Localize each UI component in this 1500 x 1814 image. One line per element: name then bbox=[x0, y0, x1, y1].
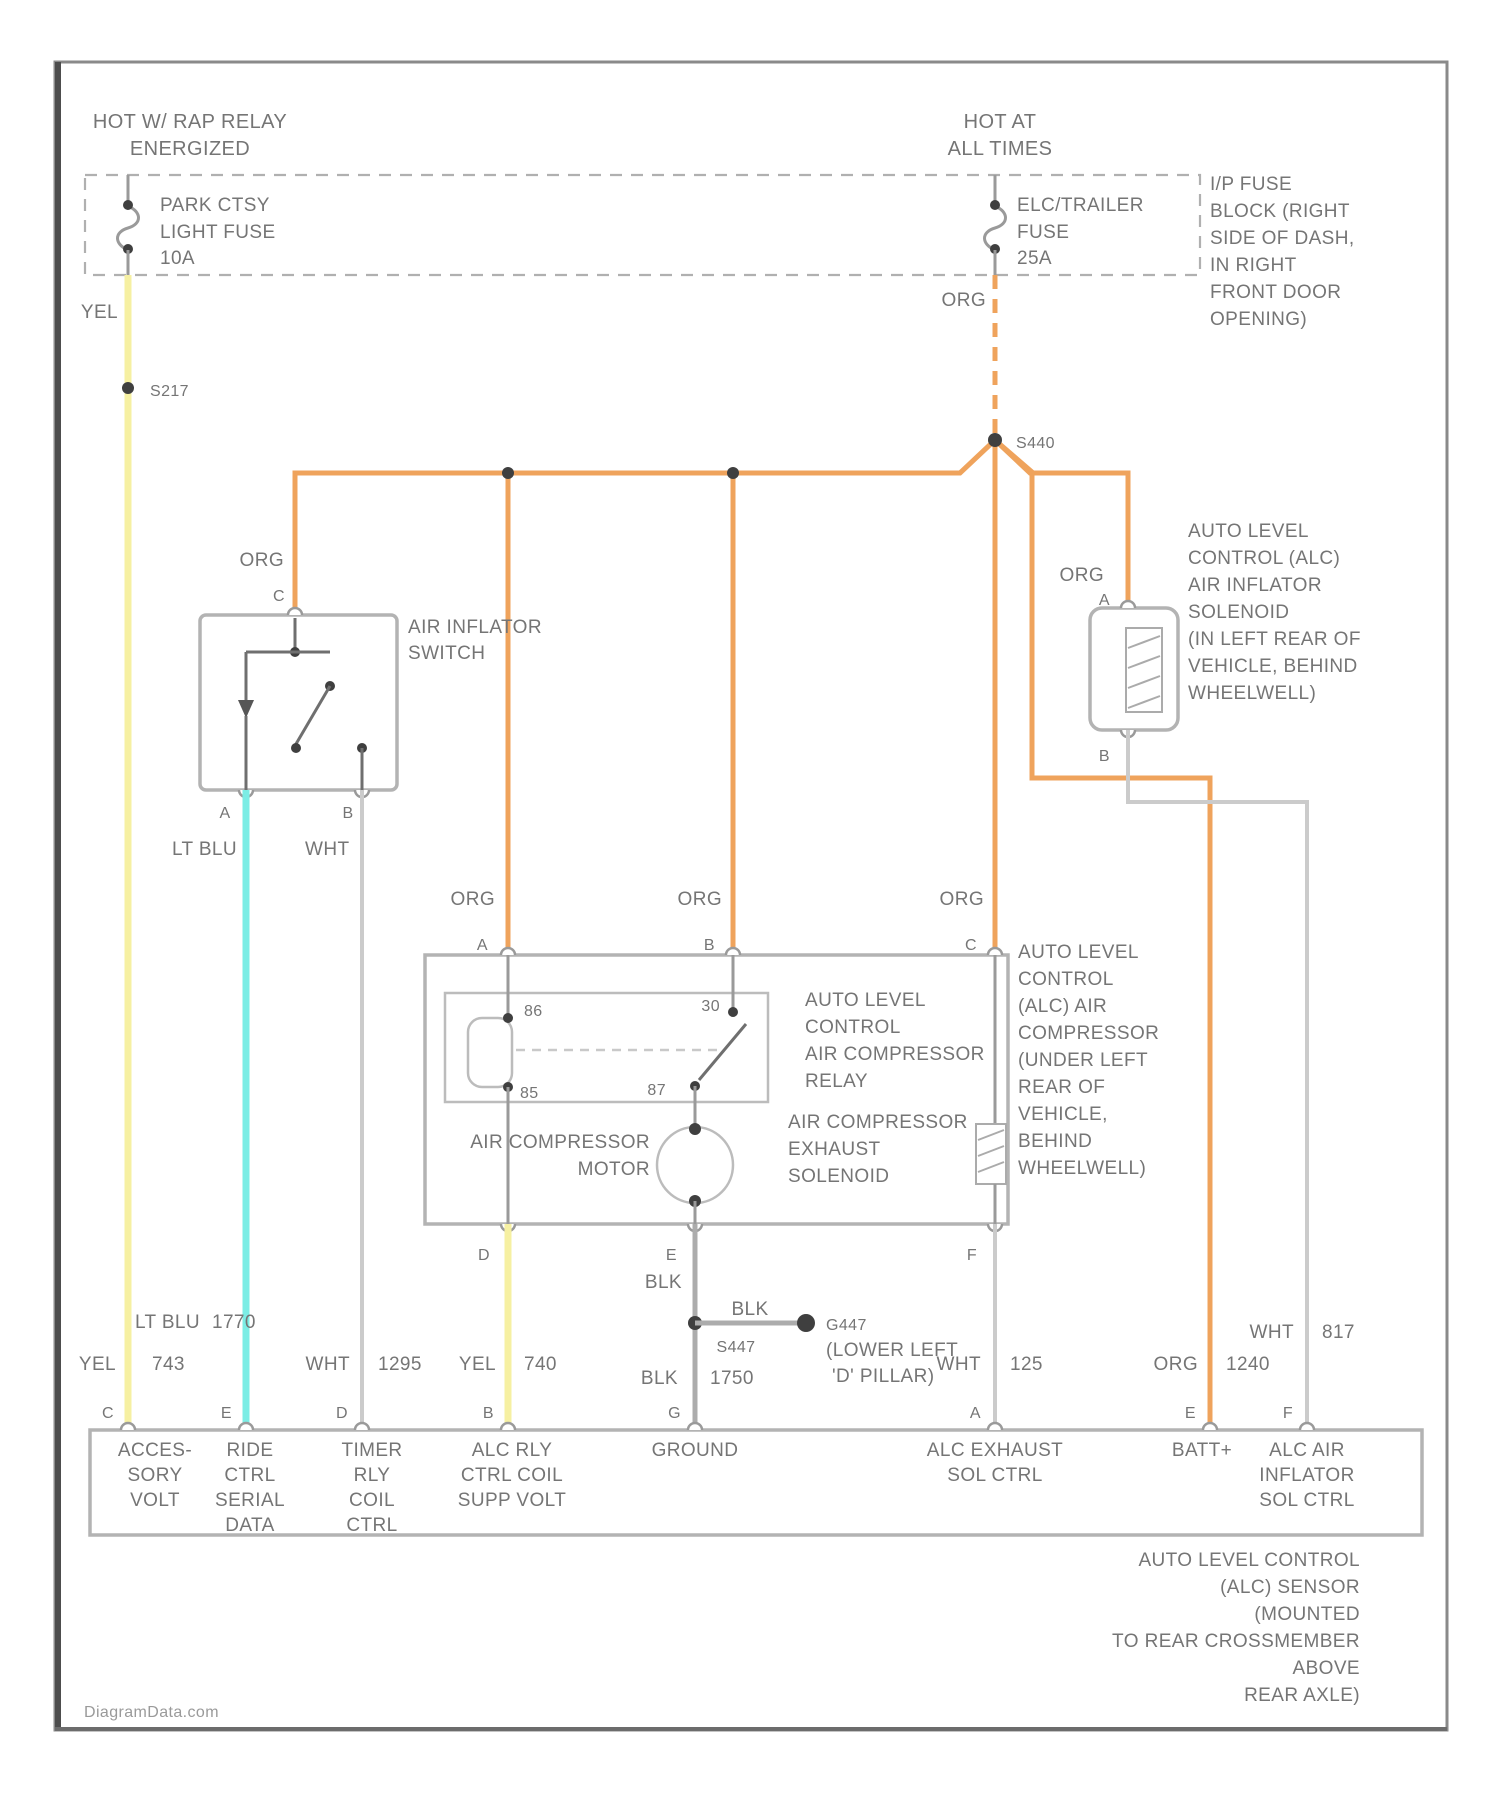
pin2-label-2: CTRL bbox=[224, 1465, 276, 1486]
pin1-letter: C bbox=[102, 1405, 114, 1422]
alc-compressor-relay bbox=[445, 955, 985, 1224]
pin2-label-4: DATA bbox=[225, 1515, 275, 1536]
sensor-note-line4: TO REAR CROSSMEMBER bbox=[1112, 1631, 1360, 1652]
switch-name-line1: AIR INFLATOR bbox=[408, 617, 542, 638]
splice-label-s440: S440 bbox=[1016, 435, 1055, 452]
park-ctsy-fuse bbox=[118, 175, 276, 275]
pin8-letter: F bbox=[1282, 1405, 1293, 1422]
fuse-block-location-line1: I/P FUSE bbox=[1210, 174, 1293, 195]
solenoid-name-line4: SOLENOID bbox=[1188, 602, 1290, 623]
switch-name-line2: SWITCH bbox=[408, 643, 486, 664]
pin2-wire: LT BLU bbox=[134, 1312, 200, 1333]
relay-terminal-30: 30 bbox=[701, 998, 720, 1015]
pin7-ckt: 1240 bbox=[1226, 1354, 1270, 1375]
ground-branch bbox=[641, 1224, 958, 1430]
sensor-note-line5: ABOVE bbox=[1292, 1658, 1360, 1679]
sensor-note-line2: (ALC) SENSOR bbox=[1220, 1577, 1360, 1598]
pin3-label-2: RLY bbox=[353, 1465, 391, 1486]
solenoid-wire-org-label: ORG bbox=[1059, 565, 1104, 586]
alc-compressor-assembly bbox=[425, 889, 1159, 1264]
alc-air-inflator-solenoid bbox=[1060, 521, 1361, 765]
compressor-terminal-bottom-f: F bbox=[966, 1247, 977, 1264]
switch-terminal-b: B bbox=[342, 805, 354, 822]
pin8-wire: WHT bbox=[1249, 1322, 1294, 1343]
sensor-pin-bump bbox=[121, 1423, 135, 1430]
splice-label-s447: S447 bbox=[716, 1339, 756, 1356]
compressor-name-line7: VEHICLE, bbox=[1018, 1104, 1108, 1125]
air-inflator-switch bbox=[172, 550, 542, 860]
pin1-label-2: SORY bbox=[127, 1465, 183, 1486]
solenoid-name-line6: VEHICLE, BEHIND bbox=[1188, 656, 1358, 677]
compressor-wire-org-label3: ORG bbox=[939, 889, 984, 910]
relay-terminal-30-dot bbox=[728, 1007, 738, 1017]
ground-location-line1: (LOWER LEFT bbox=[826, 1340, 959, 1361]
relay-name-line1: AUTO LEVEL bbox=[805, 990, 926, 1011]
sensor-pin-bump bbox=[239, 1423, 253, 1430]
ground-location-line2: 'D' PILLAR) bbox=[832, 1366, 935, 1387]
compressor-terminal-bottom-d: D bbox=[478, 1247, 490, 1264]
relay-terminal-85: 85 bbox=[520, 1085, 539, 1102]
motor-circle-icon bbox=[657, 1127, 733, 1203]
pin2-ckt: 1770 bbox=[212, 1312, 256, 1333]
pin7-letter: E bbox=[1184, 1405, 1196, 1422]
pin4-letter: B bbox=[482, 1405, 494, 1422]
switch-terminal-a: A bbox=[219, 805, 231, 822]
solenoid-coil-icon bbox=[1126, 628, 1162, 712]
solenoid-name-line1: AUTO LEVEL bbox=[1188, 521, 1309, 542]
sensor-pin-bump bbox=[501, 1423, 515, 1430]
pin4-label-2: CTRL COIL bbox=[460, 1465, 564, 1486]
exhaust-solenoid-hatch bbox=[978, 1146, 1004, 1156]
relay-armature bbox=[699, 1024, 746, 1080]
fuse-terminal-dot bbox=[990, 200, 1000, 210]
pin4-label-3: SUPP VOLT bbox=[457, 1490, 567, 1511]
sensor-pin-bump bbox=[688, 1423, 702, 1430]
solenoid-name-line7: WHEELWELL) bbox=[1188, 683, 1317, 704]
switch-terminal-c: C bbox=[273, 588, 285, 605]
pin1-label-1: ACCES- bbox=[117, 1440, 193, 1461]
wire-color-label-yel: YEL bbox=[80, 302, 118, 323]
wire-color-label-org: ORG bbox=[941, 290, 986, 311]
pin3-letter: D bbox=[336, 1405, 348, 1422]
pin4-ckt: 740 bbox=[524, 1354, 557, 1375]
switch-wire-wht-label: WHT bbox=[305, 839, 350, 860]
splice-dot-s217 bbox=[122, 382, 134, 394]
relay-name-line2: CONTROL bbox=[805, 1017, 901, 1038]
compressor-terminal-bump bbox=[726, 948, 740, 955]
pin8-ckt: 817 bbox=[1322, 1322, 1355, 1343]
fuse-block-location-line6: OPENING) bbox=[1210, 309, 1308, 330]
sensor-pin-bump bbox=[988, 1423, 1002, 1430]
sensor-pin-bump bbox=[1203, 1423, 1217, 1430]
pin6-label-1: ALC EXHAUST bbox=[926, 1440, 1064, 1461]
compressor-name-line6: REAR OF bbox=[1018, 1077, 1106, 1098]
exhaust-solenoid-hatch bbox=[978, 1130, 1004, 1140]
left-feed-title-line1: HOT W/ RAP RELAY bbox=[92, 111, 288, 133]
switch-wire-ltblu-label: LT BLU bbox=[171, 839, 237, 860]
right-fuse-label-line1: ELC/TRAILER bbox=[1017, 195, 1144, 216]
exhaust-name-line1: AIR COMPRESSOR bbox=[788, 1112, 968, 1133]
switch-momentary-arrow-icon bbox=[238, 700, 254, 718]
elc-trailer-fuse bbox=[985, 175, 1144, 275]
compressor-name-line9: WHEELWELL) bbox=[1018, 1158, 1147, 1179]
air-compressor-motor bbox=[470, 1086, 733, 1224]
watermark: DiagramData.com bbox=[84, 1704, 219, 1721]
solenoid-name-line5: (IN LEFT REAR OF bbox=[1188, 629, 1361, 650]
solenoid-name-line3: AIR INFLATOR bbox=[1188, 575, 1322, 596]
pin8-label-1: ALC AIR bbox=[1269, 1440, 1345, 1461]
motor-name-line1: AIR COMPRESSOR bbox=[470, 1132, 650, 1153]
compressor-name-line1: AUTO LEVEL bbox=[1018, 942, 1139, 963]
fuse-block-location-line4: IN RIGHT bbox=[1210, 255, 1297, 276]
pin3-label-1: TIMER bbox=[341, 1440, 403, 1461]
left-feed-title-line2: ENERGIZED bbox=[129, 138, 251, 160]
compressor-name-line2: CONTROL bbox=[1018, 969, 1114, 990]
splice-label-s217: S217 bbox=[150, 383, 189, 400]
fuse-block-location-note bbox=[1210, 174, 1355, 330]
splice-dot-s440 bbox=[988, 433, 1002, 447]
pin2-label-3: SERIAL bbox=[215, 1490, 285, 1511]
compressor-wire-org-label1: ORG bbox=[450, 889, 495, 910]
relay-terminal-87: 87 bbox=[647, 1082, 666, 1099]
pin3-wire: WHT bbox=[305, 1354, 350, 1375]
right-fuse-label-line2: FUSE bbox=[1017, 222, 1070, 243]
compressor-terminal-bump bbox=[501, 948, 515, 955]
compressor-wire-org-label2: ORG bbox=[677, 889, 722, 910]
pin3-label-4: CTRL bbox=[346, 1515, 398, 1536]
wire-org-to-batt-pin bbox=[995, 440, 1210, 1430]
junction-dot bbox=[502, 467, 514, 479]
pin2-letter: E bbox=[220, 1405, 232, 1422]
relay-terminal-86: 86 bbox=[524, 1003, 543, 1020]
switch-box bbox=[200, 615, 397, 790]
pin3-label-3: COIL bbox=[349, 1490, 395, 1511]
fuse-block-location-line5: FRONT DOOR bbox=[1210, 282, 1342, 303]
compressor-name-line3: (ALC) AIR bbox=[1018, 996, 1108, 1017]
solenoid-terminal-b: B bbox=[1098, 748, 1110, 765]
compressor-name-line5: (UNDER LEFT bbox=[1018, 1050, 1149, 1071]
pin5-label-1: GROUND bbox=[651, 1440, 739, 1461]
pin4-label-1: ALC RLY bbox=[471, 1440, 553, 1461]
ip-fuse-block bbox=[85, 111, 1355, 330]
pin1-label-3: VOLT bbox=[130, 1490, 180, 1511]
exhaust-name-line2: EXHAUST bbox=[788, 1139, 881, 1160]
pin6-label-2: SOL CTRL bbox=[947, 1465, 1043, 1486]
relay-name-line4: RELAY bbox=[805, 1071, 868, 1092]
relay-terminal-86-dot bbox=[503, 1013, 513, 1023]
compressor-terminal-top-c: C bbox=[965, 937, 977, 954]
left-fuse-label-line2: LIGHT FUSE bbox=[160, 222, 276, 243]
sensor-note-line3: (MOUNTED bbox=[1254, 1604, 1360, 1625]
exhaust-name-line3: SOLENOID bbox=[788, 1166, 890, 1187]
pin8-label-3: SOL CTRL bbox=[1259, 1490, 1355, 1511]
right-fuse-label-line3: 25A bbox=[1017, 248, 1053, 269]
orange-feed-network bbox=[295, 275, 1210, 1430]
switch-arm bbox=[296, 686, 330, 744]
ground-id-label: G447 bbox=[826, 1317, 867, 1334]
sensor-pin-bump bbox=[1300, 1423, 1314, 1430]
fuse-terminal-dot bbox=[123, 200, 133, 210]
compressor-terminal-top-b: B bbox=[703, 937, 715, 954]
compressor-location-note bbox=[1018, 942, 1159, 1179]
fuse-element-icon bbox=[985, 206, 1006, 250]
motor-brush-dot bbox=[689, 1123, 701, 1135]
pin1-wire: YEL bbox=[78, 1354, 116, 1375]
right-feed-title-line2: ALL TIMES bbox=[947, 138, 1053, 160]
solenoid-terminal-a: A bbox=[1098, 592, 1110, 609]
pin7-wire: ORG bbox=[1153, 1354, 1198, 1375]
compressor-name-line8: BEHIND bbox=[1018, 1131, 1093, 1152]
pin2-label-1: RIDE bbox=[226, 1440, 274, 1461]
wire-org-to-inflator-switch bbox=[295, 440, 995, 615]
compressor-terminal-bottom-e: E bbox=[665, 1247, 677, 1264]
switch-arm-bottom-dot bbox=[291, 743, 301, 753]
relay-name-line3: AIR COMPRESSOR bbox=[805, 1044, 985, 1065]
pin6-ckt: 125 bbox=[1010, 1354, 1043, 1375]
sensor-note-line1: AUTO LEVEL CONTROL bbox=[1138, 1550, 1360, 1571]
pin7-label-1: BATT+ bbox=[1171, 1440, 1233, 1461]
solenoid-terminal-bump-top bbox=[1121, 601, 1135, 608]
pin1-ckt: 743 bbox=[152, 1354, 185, 1375]
pin4-wire: YEL bbox=[458, 1354, 496, 1375]
fuse-block-location-line3: SIDE OF DASH, bbox=[1210, 228, 1355, 249]
ground-wire-label-lower: BLK bbox=[640, 1368, 678, 1389]
pin6-wire: WHT bbox=[936, 1354, 981, 1375]
ground-branch-label: BLK bbox=[731, 1299, 769, 1320]
exhaust-solenoid-hatch bbox=[978, 1162, 1004, 1172]
pin5-letter: G bbox=[668, 1405, 681, 1422]
sensor-note-line6: REAR AXLE) bbox=[1244, 1685, 1360, 1706]
motor-name-line2: MOTOR bbox=[577, 1159, 650, 1180]
pin3-ckt: 1295 bbox=[378, 1354, 422, 1375]
alc-sensor-note bbox=[1112, 1550, 1360, 1706]
ground-point-icon bbox=[797, 1314, 815, 1332]
left-fuse-label-line1: PARK CTSY bbox=[160, 195, 270, 216]
relay-coil-icon bbox=[468, 1018, 512, 1087]
switch-wire-org-label: ORG bbox=[239, 550, 284, 571]
left-fuse-label-line3: 10A bbox=[160, 248, 196, 269]
solenoid-name-line2: CONTROL (ALC) bbox=[1188, 548, 1341, 569]
compressor-terminal-bump bbox=[988, 948, 1002, 955]
pin6-letter: A bbox=[969, 1405, 981, 1422]
ground-wire-label-upper: BLK bbox=[644, 1272, 682, 1293]
switch-terminal-bump-top bbox=[288, 608, 302, 615]
compressor-name-line4: COMPRESSOR bbox=[1018, 1023, 1160, 1044]
pin8-label-2: INFLATOR bbox=[1259, 1465, 1355, 1486]
right-feed-title-line1: HOT AT bbox=[963, 111, 1037, 133]
sensor-pin-bump bbox=[355, 1423, 369, 1430]
junction-dot bbox=[727, 467, 739, 479]
fuse-element-icon bbox=[118, 206, 139, 250]
fuse-block-location-line2: BLOCK (RIGHT bbox=[1210, 201, 1350, 222]
ground-ckt-label-lower: 1750 bbox=[710, 1368, 754, 1389]
compressor-terminal-top-a: A bbox=[476, 937, 488, 954]
